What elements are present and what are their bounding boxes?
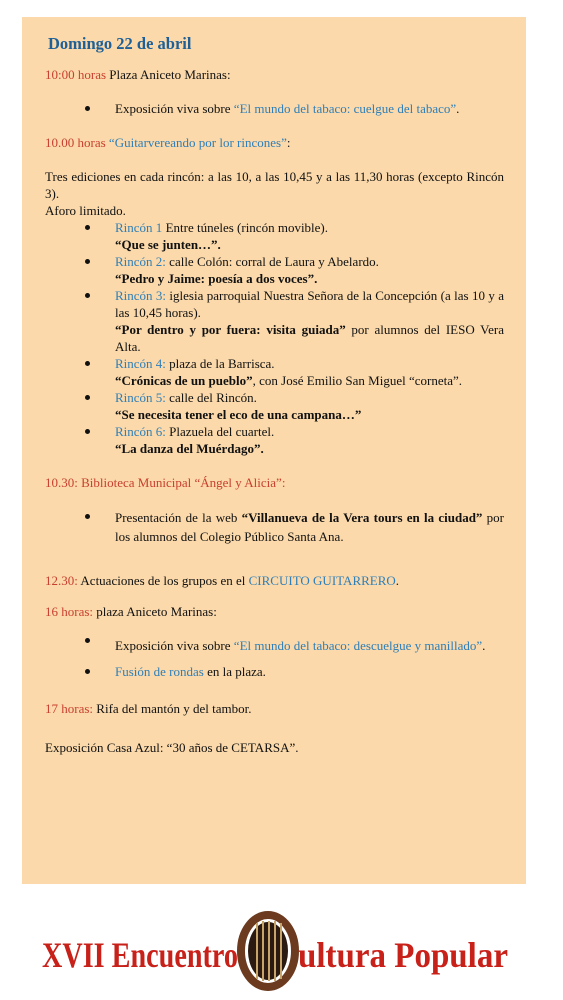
item-highlight: Fusión de rondas bbox=[115, 664, 204, 679]
event-1000-header bbox=[45, 66, 504, 83]
rincon-place: Entre túneles (rincón movible). bbox=[162, 220, 329, 235]
banner-logo bbox=[40, 905, 520, 1000]
event-1030-header: 10.30: Biblioteca Municipal “Ángel y Alicia”: bbox=[45, 475, 286, 490]
list-item bbox=[45, 100, 504, 117]
event-text: Actuaciones de los grupos en el bbox=[77, 573, 249, 588]
event-place: plaza Aniceto Marinas: bbox=[93, 604, 217, 619]
rincon-item bbox=[45, 287, 504, 355]
rincon-show: “Se necesita tener el eco de una campana…” bbox=[115, 407, 362, 422]
rincon-show: “Pedro y Jaime: poesía a dos voces”. bbox=[115, 271, 318, 286]
event-16-list bbox=[45, 632, 504, 680]
event-time: 10:00 horas bbox=[45, 67, 107, 82]
event-title: “Guitarvereando por lor rincones” bbox=[105, 135, 287, 150]
item-text: por los alumnos del Colegio Público Santa Ana. bbox=[115, 510, 504, 544]
event-highlight: CIRCUITO GUITARRERO bbox=[248, 573, 396, 588]
list-item bbox=[45, 663, 504, 680]
item-text: Exposición viva sobre bbox=[115, 638, 234, 653]
rincon-item bbox=[45, 423, 504, 457]
item-text: . bbox=[456, 101, 460, 116]
list-item bbox=[45, 632, 504, 659]
event-guitar-intro: Tres ediciones en cada rincón: a las 10, a las 10,45 y a las 11,30 horas (excepto Rincón 3). bbox=[45, 169, 504, 201]
event-16-header bbox=[45, 603, 504, 620]
list-item bbox=[45, 508, 504, 546]
event-1000-list bbox=[45, 100, 504, 117]
item-highlight: “El mundo del tabaco: cuelgue del tabaco” bbox=[233, 101, 457, 116]
rincon-show: “Que se junten…”. bbox=[115, 237, 221, 252]
rincon-label: Rincón 2: bbox=[115, 254, 166, 269]
item-text: . bbox=[482, 638, 486, 653]
event-17 bbox=[45, 700, 504, 717]
rincon-item bbox=[45, 219, 504, 253]
rincon-place: calle del Rincón. bbox=[165, 390, 257, 405]
item-text: Presentación de la web bbox=[115, 510, 242, 525]
item-text: en la plaza. bbox=[203, 664, 266, 679]
program-panel bbox=[22, 17, 526, 884]
event-guitar-header bbox=[45, 134, 504, 151]
event-time: 17 horas: bbox=[45, 701, 94, 716]
rincon-show: “La danza del Muérdago”. bbox=[115, 441, 264, 456]
rincon-place: calle Colón: corral de Laura y Abelardo. bbox=[165, 254, 379, 269]
rincon-item bbox=[45, 253, 504, 287]
event-text: Rifa del mantón y del tambor. bbox=[93, 701, 252, 716]
rincon-place: iglesia parroquial Nuestra Señora de la Concepción (a las 10 y a las 10,45 horas). bbox=[115, 288, 504, 320]
event-1230 bbox=[45, 572, 504, 589]
rincon-list bbox=[45, 219, 504, 457]
event-banner bbox=[40, 905, 520, 1000]
page-title: Domingo 22 de abril bbox=[48, 34, 192, 53]
rincon-show: “Por dentro y por fuera: visita guiada” bbox=[115, 322, 346, 337]
rincon-show: “Crónicas de un pueblo” bbox=[115, 373, 253, 388]
rincon-label: Rincón 4: bbox=[115, 356, 166, 371]
event-1030-list bbox=[45, 508, 504, 546]
item-highlight: “El mundo del tabaco: descuelgue y manillado” bbox=[233, 638, 483, 653]
event-time: 16 horas: bbox=[45, 604, 94, 619]
rincon-place: plaza de la Barrisca. bbox=[165, 356, 275, 371]
event-punct: : bbox=[286, 135, 291, 150]
event-time: 10.00 horas bbox=[45, 135, 106, 150]
rincon-item bbox=[45, 355, 504, 389]
banner-text-right: ultura Popular bbox=[298, 935, 509, 975]
rincon-label: Rincón 6: bbox=[115, 424, 166, 439]
event-guitar-note: Aforo limitado. bbox=[45, 203, 126, 218]
rincon-label: Rincón 1 bbox=[115, 220, 163, 235]
event-text: . bbox=[395, 573, 400, 588]
event-time: 12.30: bbox=[45, 573, 78, 588]
item-text: Exposición viva sobre bbox=[115, 101, 234, 116]
rincon-label: Rincón 3: bbox=[115, 288, 167, 303]
rincon-detail: por alumnos del IESO Vera Alta. bbox=[115, 322, 505, 354]
item-bold: “Villanueva de la Vera tours en la ciudad” bbox=[241, 510, 483, 525]
rincon-label: Rincón 5: bbox=[115, 390, 166, 405]
guitar-icon bbox=[241, 915, 295, 987]
rincon-place: Plazuela del cuartel. bbox=[165, 424, 275, 439]
rincon-detail: , con José Emilio San Miguel “corneta”. bbox=[252, 373, 463, 388]
rincon-item bbox=[45, 389, 504, 423]
event-casa-azul: Exposición Casa Azul: “30 años de CETARSA”. bbox=[45, 740, 299, 755]
event-place: Plaza Aniceto Marinas: bbox=[106, 67, 231, 82]
banner-text-left: XVII Encuentro bbox=[42, 935, 238, 975]
